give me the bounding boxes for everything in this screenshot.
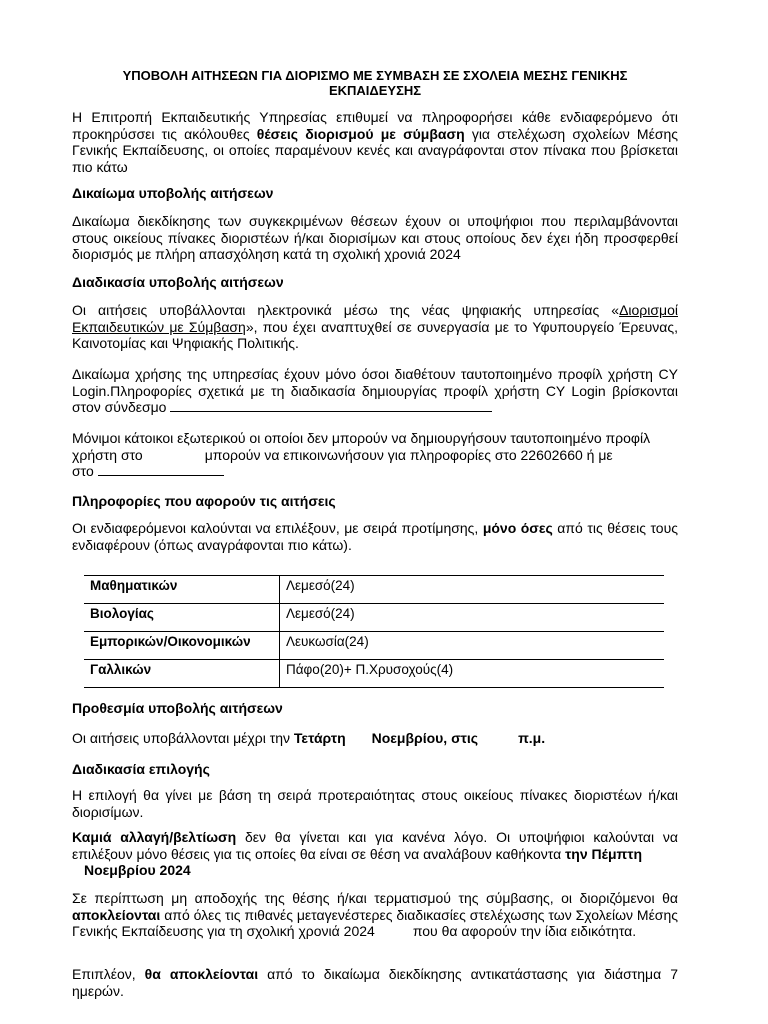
deadline-day: Τετάρτη [293,730,346,746]
selection-paragraph-2: Καμιά αλλαγή/βελτίωση δεν θα γίνεται και για κανένα λόγο. Οι υποψήφιοι καλούνται να επιλέξουν μόνο θέσεις για τις οποίες θα είναι σε θέση να αναλάβουν καθήκοντα την Πέμπτη Νοεμβρίου 2024 [72,829,678,878]
document-title [72,68,678,98]
section-info-heading: Πληροφορίες που αφορούν τις αιτήσεις [72,493,336,509]
email-blank [98,463,224,476]
selection-paragraph-3: Σε περίπτωση μη αποδοχής της θέσης ή/και τερματισμού της σύμβασης, οι διοριζόμενοι θα αποκλείονται από όλες τις πιθανές μεταγενέστερες διαδικασίες στελέχωσης των Σχολείων Μέσης Γενικής Εκπαίδευσης για τη σχολική χρονιά 2024 που θα αφορούν την ίδια ειδικότητα. [72,890,678,939]
deadline-month: Νοεμβρίου, στις [371,730,479,746]
service-link[interactable]: Διορισμοί Εκπαιδευτικών με Σύμβαση [72,302,678,335]
selection-paragraph-4: Επιπλέον, θα αποκλείονται από το δικαίωμα διεκδίκησης αντικατάστασης για διάστημα 7 ημερών. [72,966,678,999]
section-deadline-heading: Προθεσμία υποβολής αιτήσεων [72,700,283,716]
section-right-text: Δικαίωμα διεκδίκησης των συγκεκριμένων θέσεων έχουν οι υποψήφιοι που περιλαμβάνονται στους οικείους πίνακες διοριστέων ή/και διορισίμων και στους οποίους δεν έχει ήδη προσφερθεί διορισμός με πλήρη απασχόληση κατά τη σχολική χρονιά 2024 [72,213,678,262]
link-blank [170,399,492,412]
deadline-time: π.μ. [518,730,546,746]
table-row: Γαλλικών Πάφο(20)+ Π.Χρυσοχούς(4) [84,660,664,688]
section-process-heading: Διαδικασία υποβολής αιτήσεων [72,274,284,290]
table-row: Μαθηματικών Λεμεσό(24) [84,576,664,604]
table-row: Εμπορικών/Οικονομικών Λευκωσία(24) [84,632,664,660]
intro-bold: θέσεις διορισμού με σύμβαση [256,125,465,142]
positions-table [84,575,664,688]
title-line-1: ΥΠΟΒΟΛΗ ΑΙΤΗΣΕΩΝ ΓΙΑ ΔΙΟΡΙΣΜΟ ΜΕ ΣΥΜΒΑΣΗ ΣΕ ΣΧΟΛΕΙΑ ΜΕΣΗΣ ΓΕΝΙΚΗΣ [122,68,628,83]
section-selection-heading: Διαδικασία επιλογής [72,761,210,777]
section-right-heading: Δικαίωμα υποβολής αιτήσεων [72,185,274,201]
process-paragraph-2: Δικαίωμα χρήσης της υπηρεσίας έχουν μόνο όσοι διαθέτουν ταυτοποιημένο προφίλ χρήστη CY Login.Πληροφορίες σχετικά με τη διαδικασία δημιουργίας προφίλ χρήστη CY Login βρίσκονται στον σύνδεσμο [72,366,678,415]
process-paragraph-1: Οι αιτήσεις υποβάλλονται ηλεκτρονικά μέσω της νέας ψηφιακής υπηρεσίας «Διορισμοί Εκπαιδευτικών με Σύμβαση», που έχει αναπτυχθεί σε συνεργασία με το Υφυπουργείο Έρευνας, Καινοτομίας και Ψηφιακής Πολιτικής. [72,302,678,351]
process-paragraph-3: Μόνιμοι κάτοικοι εξωτερικού οι οποίοι δεν μπορούν να δημιουργήσουν ταυτοποιημένο προφίλ χρήστη στο μπορούν να επικοινωνήσουν για πληροφορίες στο 22602660 ή με στο [72,430,651,479]
table-row: Βιολογίας Λεμεσό(24) [84,604,664,632]
intro-paragraph: Η Επιτροπή Εκπαιδευτικής Υπηρεσίας επιθυμεί να πληροφορήσει κάθε ενδιαφερόμενο ότι προκηρύσσει τις ακόλουθες θέσεις διορισμού με σύμβαση για στελέχωση σχολείων Μέσης Γενικής Εκπαίδευσης, οι οποίες παραμένουν κενές και αναγράφονται στον πίνακα που βρίσκεται πιο κάτω [72,109,678,175]
info-paragraph: Οι ενδιαφερόμενοι καλούνται να επιλέξουν, με σειρά προτίμησης, μόνο όσες από τις θέσεις τους ενδιαφέρουν (όπως αναγράφονται πιο κάτω). [72,520,678,553]
selection-paragraph-1: Η επιλογή θα γίνει με βάση τη σειρά προτεραιότητας στους οικείους πίνακες διοριστέων ή/και διορισίμων. [72,787,678,820]
title-line-2: ΕΚΠΑΙΔΕΥΣΗΣ [328,83,422,98]
deadline-paragraph: Οι αιτήσεις υποβάλλονται μέχρι την Τετάρτη Νοεμβρίου, στις π.μ. [72,730,546,746]
